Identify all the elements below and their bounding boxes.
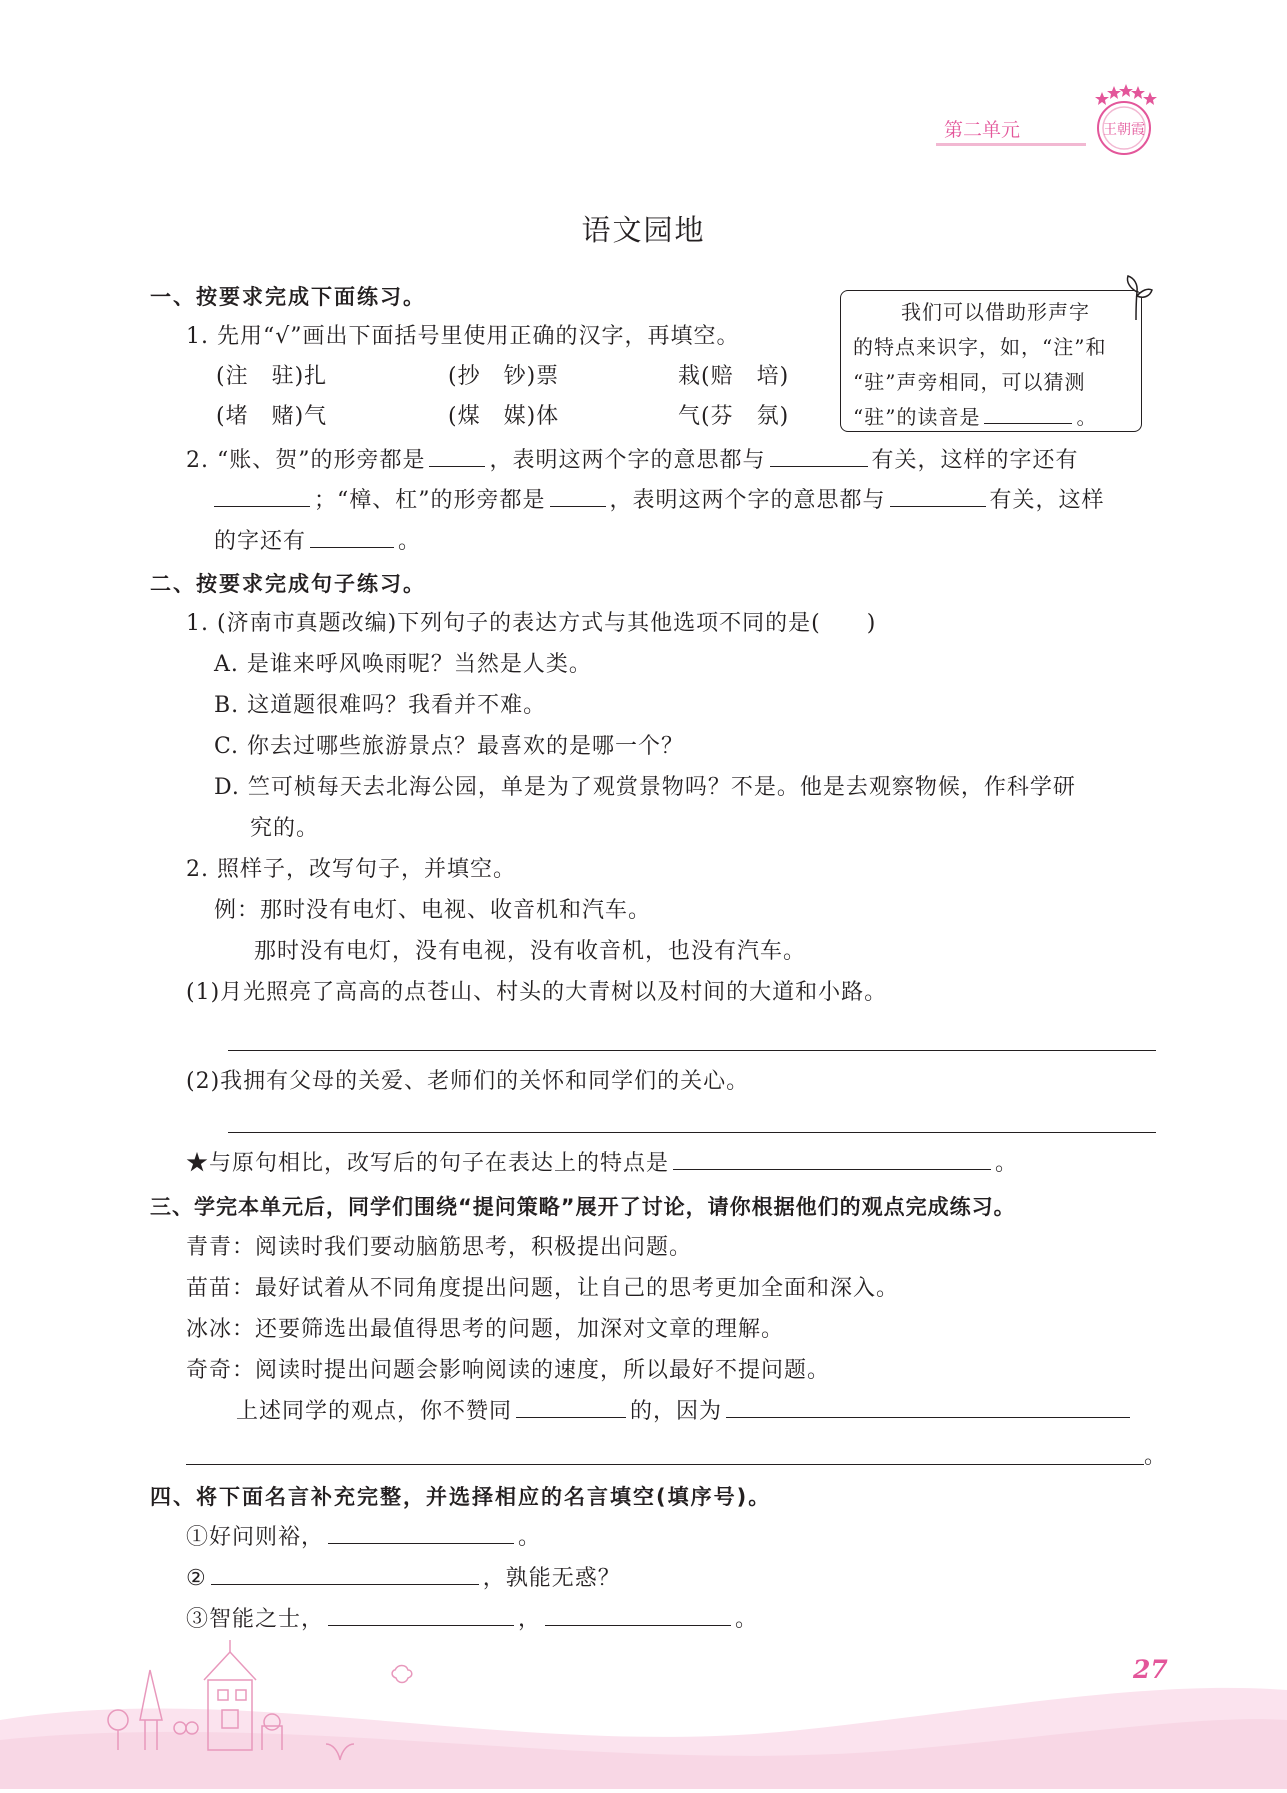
tip-line-4: “驻”的读音是 。 (853, 405, 1098, 429)
s4-item-1: ①好问则裕， 。 (186, 1525, 542, 1550)
s3-end: 。 (1144, 1444, 1168, 1469)
s3-line-4: 奇奇：阅读时提出问题会影响阅读的速度，所以最好不提问题。 (186, 1358, 831, 1383)
s2-option-c[interactable]: C. 你去过哪些旅游景点？最喜欢的是哪一个？ (214, 734, 685, 759)
blank[interactable] (516, 1397, 626, 1418)
s3-line-3: 冰冰：还要筛选出最值得思考的问题，加深对文章的理解。 (186, 1317, 785, 1342)
section-3-heading: 三、学完本单元后，同学们围绕“提问策略”展开了讨论，请你根据他们的观点完成练习。 (150, 1195, 1016, 1219)
section-2-heading: 二、按要求完成句子练习。 (150, 572, 426, 596)
s1-row2-a[interactable]: (堵 赌)气 (216, 404, 328, 429)
section-4-heading: 四、将下面名言补充完整，并选择相应的名言填空(填序号)。 (150, 1485, 772, 1509)
blank[interactable] (550, 486, 606, 507)
s1-row2-c[interactable]: 气(芬 氛) (678, 404, 790, 429)
blank[interactable] (310, 527, 394, 548)
section-1-heading: 一、按要求完成下面练习。 (150, 285, 426, 309)
answer-line-3[interactable] (186, 1464, 1144, 1465)
unit-label: 第二单元 (936, 114, 1086, 146)
answer-line-2[interactable] (228, 1132, 1156, 1133)
blank[interactable] (328, 1523, 514, 1544)
s1-q2-line2: ；“樟、杠”的形旁都是 ，表明这两个字的意思都与 有关，这样 (214, 486, 1105, 516)
s1-row1-c[interactable]: 栽(赔 培) (678, 364, 790, 389)
s2-q1: 1. (济南市真题改编)下列句子的表达方式与其他选项不同的是( ) (186, 611, 877, 636)
s3-line-2: 苗苗：最好试着从不同角度提出问题，让自己的思考更加全面和深入。 (186, 1276, 900, 1301)
s1-q2-line3: 的字还有 。 (214, 529, 422, 554)
blank[interactable] (211, 1564, 479, 1585)
s2-example-2: 那时没有电灯，没有电视，没有收音机，也没有汽车。 (254, 939, 807, 964)
s1-row2-b[interactable]: (煤 媒)体 (448, 404, 560, 429)
blank[interactable] (673, 1149, 991, 1170)
s3-question: 上述同学的观点，你不赞同 的，因为 (236, 1397, 1134, 1427)
tip-blank[interactable] (984, 403, 1072, 424)
s2-option-d-cont: 究的。 (250, 816, 320, 841)
tip-box (840, 290, 1142, 432)
blank[interactable] (429, 446, 485, 467)
footer-decoration (0, 1610, 1287, 1789)
svg-text:王朝霞: 王朝霞 (1103, 122, 1145, 138)
blank[interactable] (890, 486, 986, 507)
tip-line-2: 的特点来识字，如，“注”和 (853, 335, 1107, 359)
page-title: 语文园地 (581, 213, 706, 247)
s2-q2: 2. 照样子，改写句子，并填空。 (186, 857, 516, 882)
s1-q2-line1: 2. “账、贺”的形旁都是 ，表明这两个字的意思都与 有关，这样的字还有 (186, 448, 1079, 473)
s1-row1-b[interactable]: (抄 钞)票 (448, 364, 560, 389)
answer-line-1[interactable] (228, 1050, 1156, 1051)
s2-prompt-2: (2)我拥有父母的关爱、老师们的关怀和同学们的关心。 (186, 1069, 750, 1094)
s4-item-3: ③智能之士， ， 。 (186, 1607, 759, 1632)
blank[interactable] (726, 1397, 1130, 1418)
logo-seal (1088, 82, 1160, 158)
s2-prompt-1: (1)月光照亮了高高的点苍山、村头的大青树以及村间的大道和小路。 (186, 980, 888, 1005)
blank[interactable] (770, 446, 868, 467)
blank[interactable] (214, 486, 310, 507)
s1-row1-a[interactable]: (注 驻)扎 (216, 364, 328, 389)
s1-q1: 1. 先用“√”画出下面括号里使用正确的汉字，再填空。 (186, 324, 740, 349)
s2-option-b[interactable]: B. 这道题很难吗？我看并不难。 (214, 693, 547, 718)
s2-example-1: 例：那时没有电灯、电视、收音机和汽车。 (214, 898, 652, 923)
page-number: 27 (1133, 1655, 1168, 1684)
s4-item-2: ② ，孰能无惑？ (186, 1566, 621, 1591)
sprout-icon (1120, 272, 1154, 322)
s2-option-a[interactable]: A. 是谁来呼风唤雨呢？当然是人类。 (214, 652, 592, 677)
tip-line-1: 我们可以借助形声字 (901, 300, 1090, 324)
tip-line-3: “驻”声旁相同，可以猜测 (853, 370, 1086, 394)
s3-line-1: 青青：阅读时我们要动脑筋思考，积极提出问题。 (186, 1235, 693, 1260)
s2-option-d[interactable]: D. 竺可桢每天去北海公园，单是为了观赏景物吗？不是。他是去观察物候，作科学研 (214, 775, 1076, 800)
s2-star-question: ★与原句相比，改写后的句子在表达上的特点是 。 (186, 1151, 1019, 1176)
